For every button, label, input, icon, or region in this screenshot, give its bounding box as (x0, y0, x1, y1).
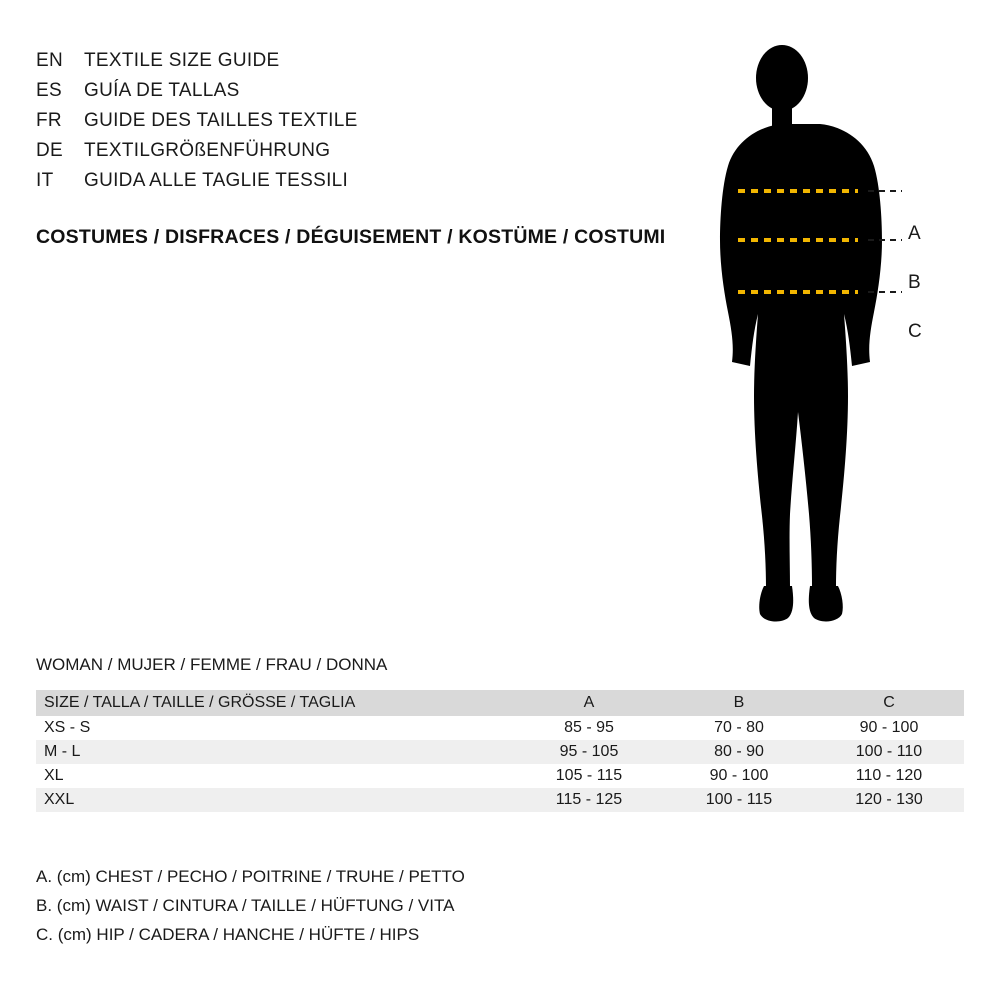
cell-size: XL (36, 764, 514, 788)
cell-size: M - L (36, 740, 514, 764)
table-row (36, 788, 964, 812)
legend-row-c: C. (cm) HIP / CADERA / HANCHE / HÜFTE / HIPS (36, 925, 420, 944)
language-row-de (36, 140, 676, 170)
size-table-header (36, 690, 964, 716)
cell-c: 120 - 130 (814, 788, 964, 812)
cell-b: 100 - 115 (664, 788, 814, 812)
language-text-en: TEXTILE SIZE GUIDE (84, 50, 280, 71)
language-list (36, 50, 676, 200)
language-row-es (36, 80, 676, 110)
cell-b: 70 - 80 (664, 716, 814, 740)
cell-b: 90 - 100 (664, 764, 814, 788)
cell-a: 95 - 105 (514, 740, 664, 764)
header-b: B (664, 690, 814, 716)
language-row-en (36, 50, 676, 80)
cell-a: 115 - 125 (514, 788, 664, 812)
table-header-row (36, 690, 964, 716)
header-a: A (514, 690, 664, 716)
measure-label-b: B (908, 272, 921, 293)
table-row (36, 740, 964, 764)
cell-c: 100 - 110 (814, 740, 964, 764)
header-size: SIZE / TALLA / TAILLE / GRÖSSE / TAGLIA (36, 690, 514, 716)
language-code-it: IT (36, 170, 54, 191)
table-title: WOMAN / MUJER / FEMME / FRAU / DONNA (36, 655, 388, 674)
female-silhouette-figure (690, 40, 970, 630)
size-table-body (36, 716, 964, 812)
language-text-es: GUÍA DE TALLAS (84, 80, 240, 101)
table-row (36, 764, 964, 788)
cell-c: 90 - 100 (814, 716, 964, 740)
legend-row-a: A. (cm) CHEST / PECHO / POITRINE / TRUHE / PETTO (36, 867, 465, 886)
measure-label-c: C (908, 321, 922, 342)
language-code-en: EN (36, 50, 63, 71)
header-c: C (814, 690, 964, 716)
table-row (36, 716, 964, 740)
cell-b: 80 - 90 (664, 740, 814, 764)
size-table (36, 690, 964, 812)
language-code-fr: FR (36, 110, 62, 131)
language-text-it: GUIDA ALLE TAGLIE TESSILI (84, 170, 349, 191)
cell-a: 105 - 115 (514, 764, 664, 788)
language-text-de: TEXTILGRÖßENFÜHRUNG (84, 140, 331, 161)
measure-label-a: A (908, 223, 921, 244)
costumes-heading: COSTUMES / DISFRACES / DÉGUISEMENT / KOSTÜME / COSTUMI (36, 226, 666, 248)
cell-size: XXL (36, 788, 514, 812)
measurement-legend (36, 862, 465, 949)
cell-a: 85 - 95 (514, 716, 664, 740)
language-row-fr (36, 110, 676, 140)
language-row-it (36, 170, 676, 200)
language-code-es: ES (36, 80, 62, 101)
cell-c: 110 - 120 (814, 764, 964, 788)
language-text-fr: GUIDE DES TAILLES TEXTILE (84, 110, 358, 131)
legend-row-b: B. (cm) WAIST / CINTURA / TAILLE / HÜFTUNG / VITA (36, 896, 455, 915)
language-code-de: DE (36, 140, 63, 161)
silhouette-icon (690, 40, 970, 630)
cell-size: XS - S (36, 716, 514, 740)
